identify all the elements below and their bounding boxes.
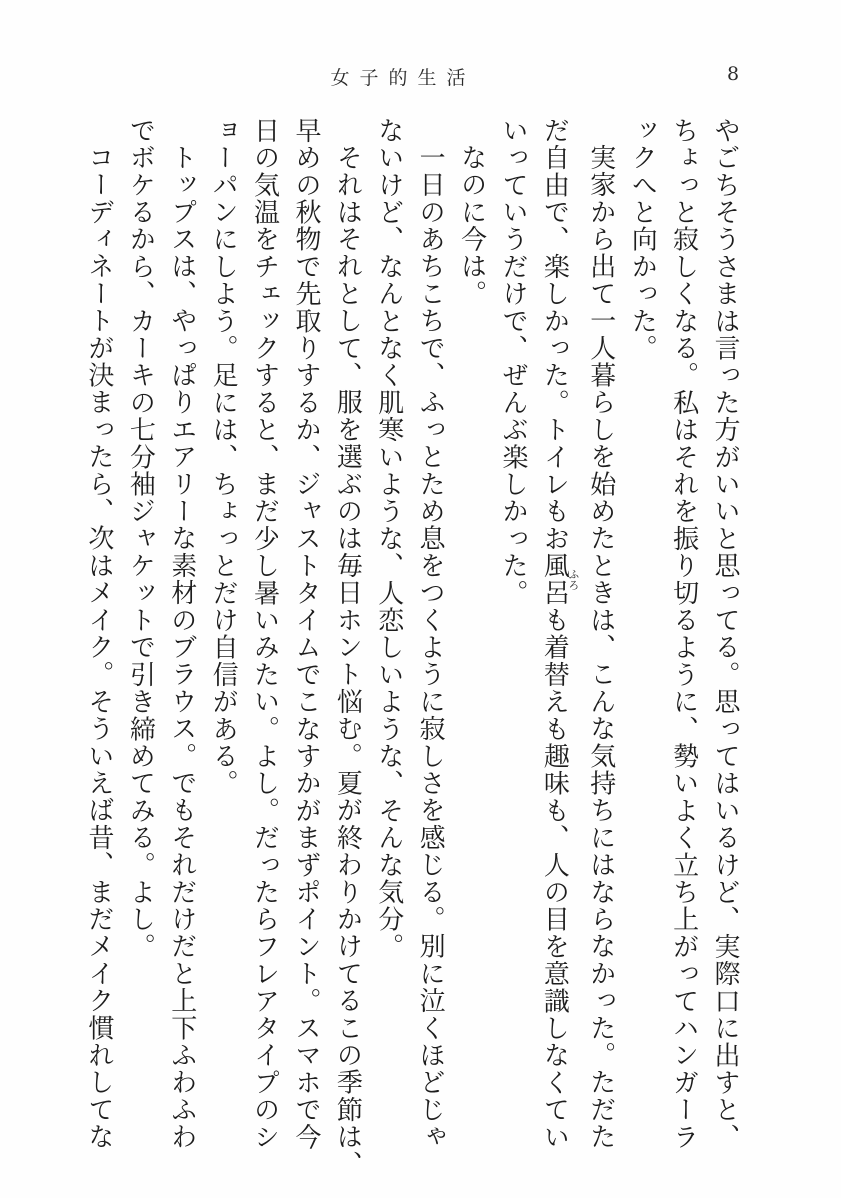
text-line: コーディネートが決まったら、次はメイク。そういえば昔、まだメイク慣れしてな [83,144,114,1151]
text-line: ックへと向かった。 [627,117,658,362]
page-title: 女子的生活 [330,67,476,89]
text-line: それはそれとして、服を選ぶのは毎日ホント悩む。夏が終わりかけてるこの季節は、 [332,144,363,1178]
text-line: なのに今は。 [456,144,487,308]
text-body [78,117,746,1178]
text-line: ちょっと寂しくなる。私はそれを振り切るように、勢いよく立ち上がってハンガーラ [668,117,699,1151]
text-line: 実家から出て一人暮らしを始めたときは、こんな気持ちにはならなかった。ただた [585,144,616,1151]
text-line: だ自由で、楽しかった。トイレもお風呂ふろも着替えも趣味も、人の目を意識しなくてい [539,117,580,1151]
text-line: いっていうだけで、ぜんぶ楽しかった。 [497,117,528,607]
text-line: やごちそうさまは言った方がいいと思ってる。思ってはいるけど、実際口に出すと、 [710,117,740,1151]
text-line: ないけど、なんとなく肌寒いような、人恋しいような、そんな気分。 [373,117,404,961]
text-line: でボケるから、カーキの七分袖ジャケットで引き締めてみる。よし。 [125,117,156,961]
text-line: ョーパンにしよう。足には、ちょっとだけ自信がある。 [208,117,239,797]
running-head [0,63,841,91]
text-line: トップスは、やっぱりエアリーな素材のブラウス。でもそれだけだと上下ふわふわ [166,144,197,1151]
page-number: 8 [727,63,740,85]
text-line: 早めの秋物で先取りするか、ジャストタイムでこなすかがまずポイント。スマホで今 [290,117,321,1151]
furigana-ruby: 風呂ふろ [539,552,580,607]
text-line: 一日のあちこちで、ふっとため息をつくように寂しさを感じる。別に泣くほどじゃ [415,144,446,1151]
text-line: 日の気温をチェックすると、まだ少し暑いみたい。よし。だったらフレアタイプのシ [249,117,280,1151]
